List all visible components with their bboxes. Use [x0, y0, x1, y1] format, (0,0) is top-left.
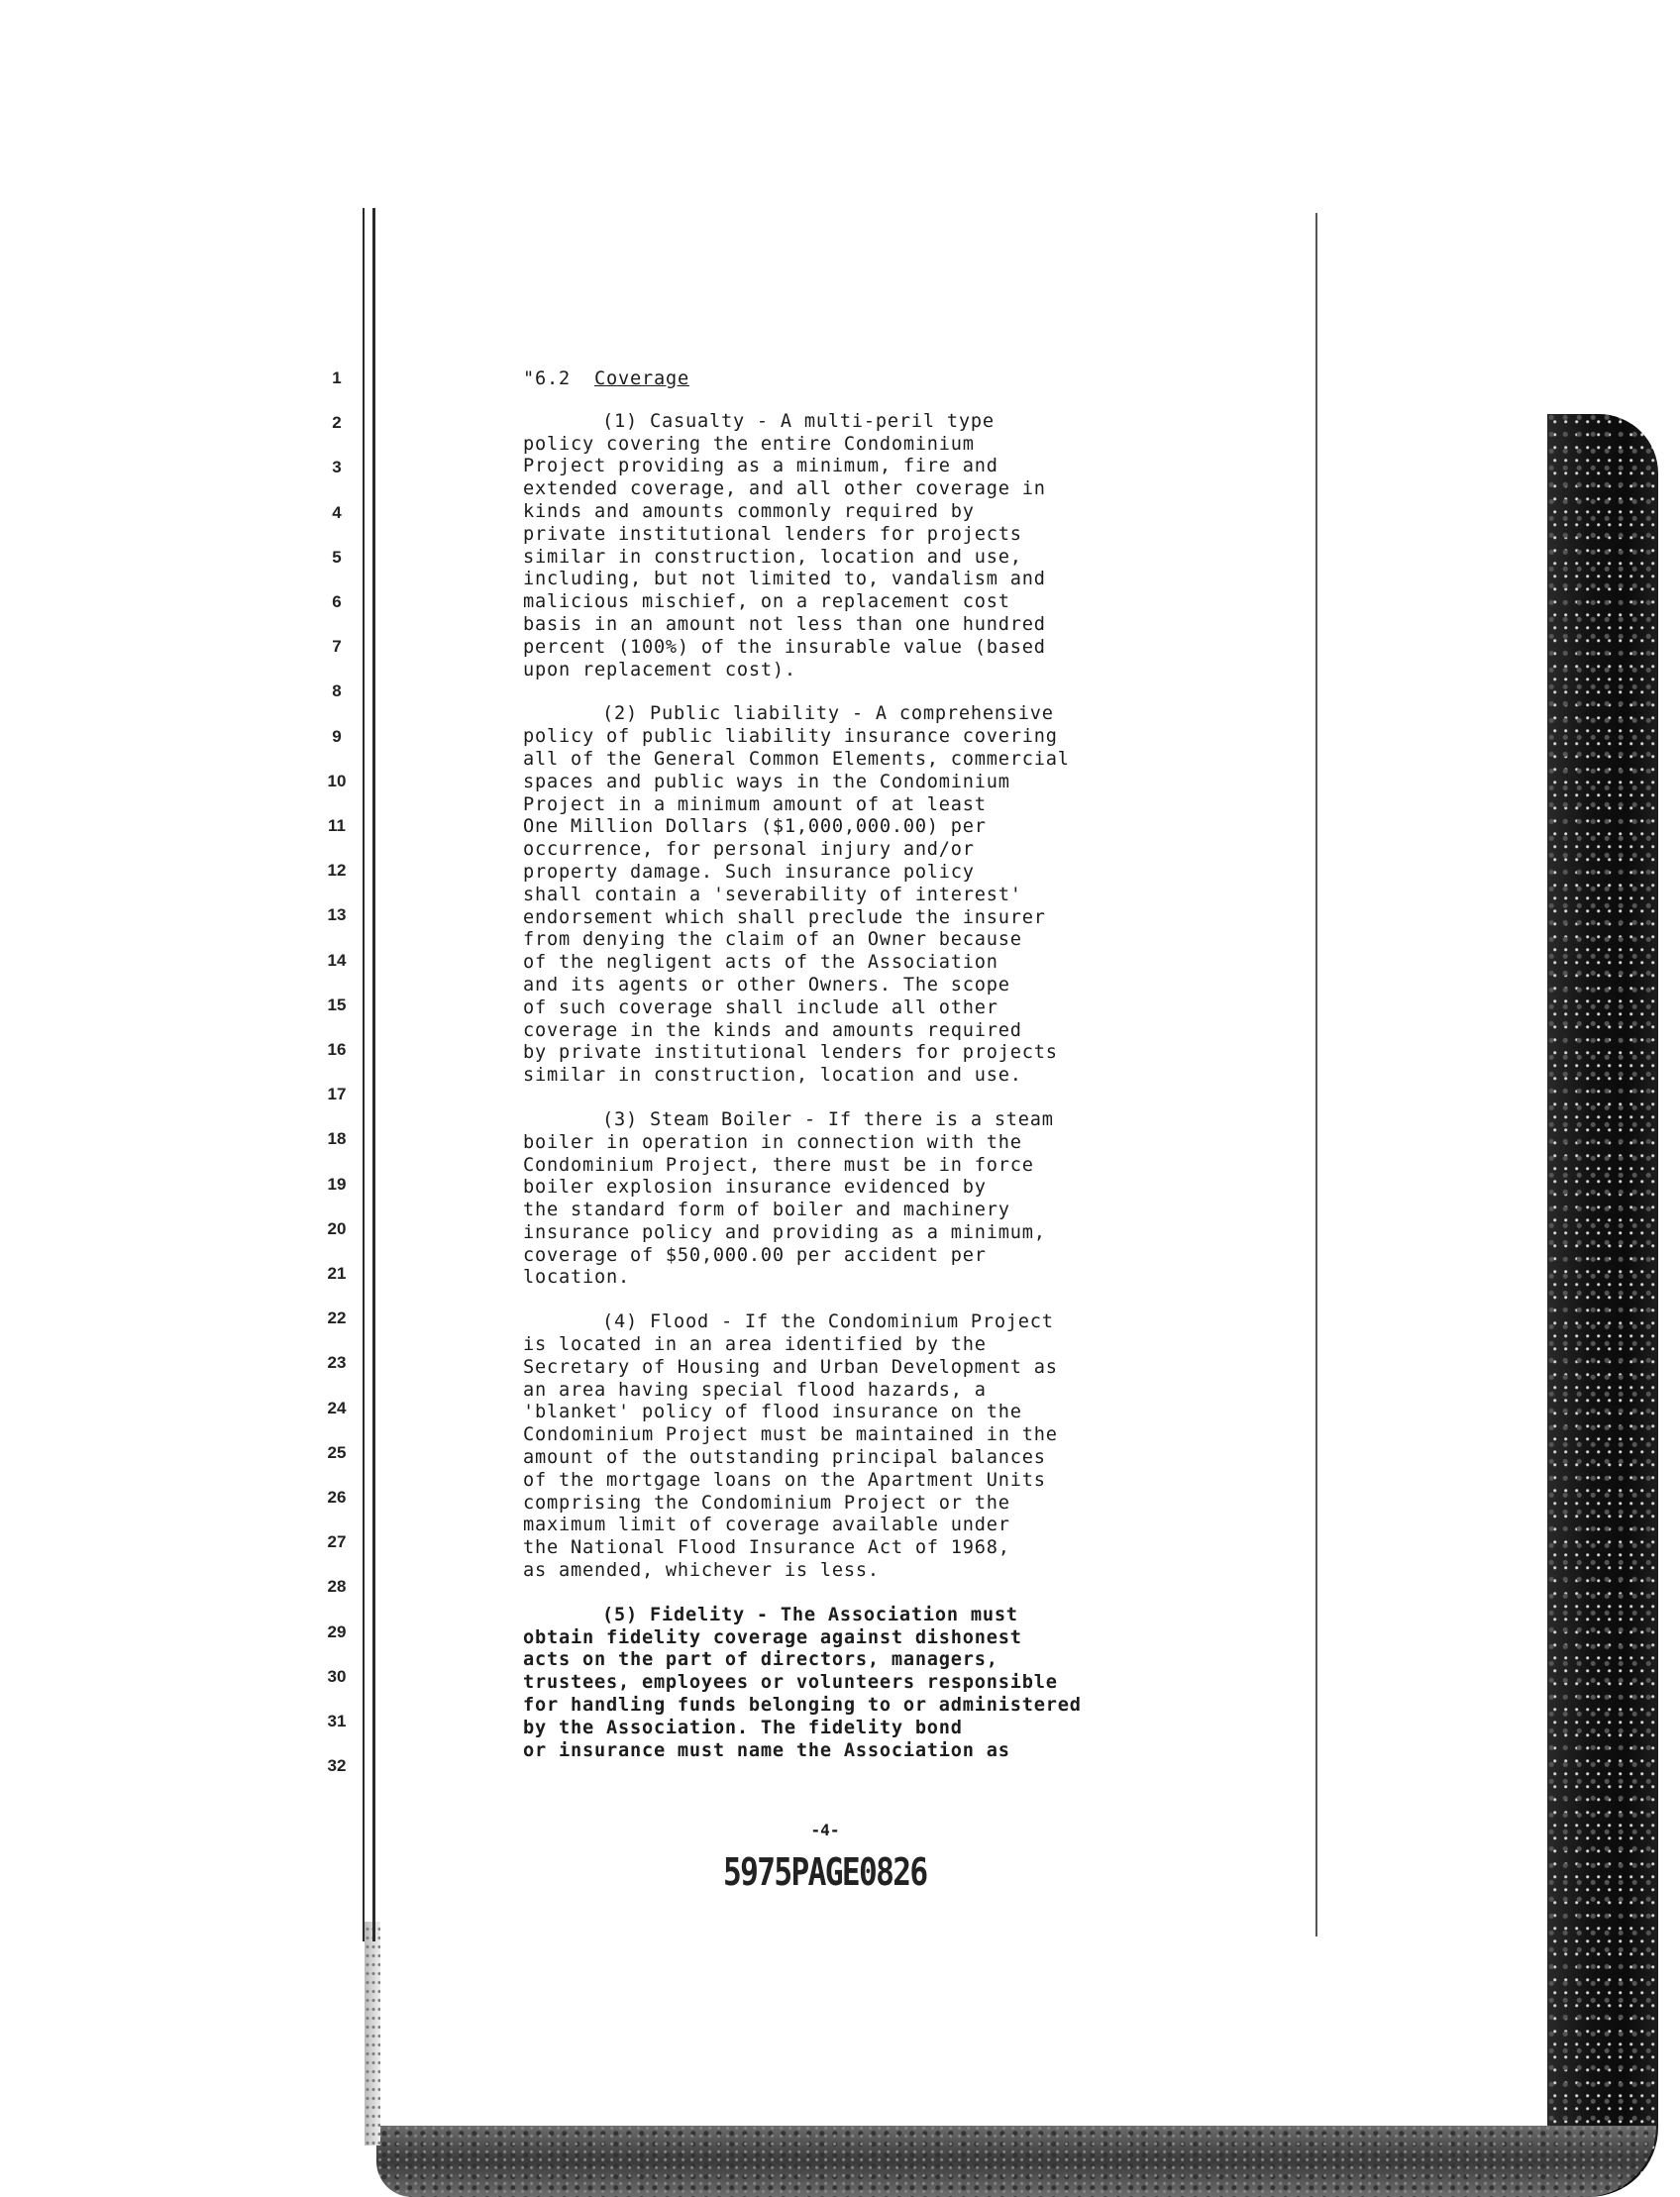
line-number: 28 [327, 1577, 347, 1597]
line-number: 9 [332, 726, 342, 746]
line-number: 24 [327, 1398, 347, 1417]
line-number: 19 [327, 1174, 347, 1194]
line-number: 26 [327, 1488, 347, 1507]
line-number: 5 [332, 547, 342, 567]
document-body [523, 368, 1216, 1784]
line-number: 4 [332, 502, 342, 522]
line-number: 18 [327, 1129, 347, 1149]
book-page-stamp: 5975PAGE0826 [723, 1850, 927, 1894]
margin-rule-left-outer [363, 208, 365, 1941]
line-number: 30 [327, 1666, 347, 1686]
line-number: 29 [327, 1622, 347, 1641]
margin-rule-left-inner [372, 208, 375, 1941]
line-number: 25 [327, 1442, 347, 1462]
line-number: 2 [332, 413, 342, 433]
scanner-edge-right [1547, 414, 1658, 2197]
line-number: 17 [327, 1085, 347, 1104]
line-number: 21 [327, 1264, 347, 1283]
scanner-edge-bottom [376, 2126, 1656, 2197]
line-number: 23 [327, 1353, 347, 1373]
line-number: 10 [327, 771, 347, 790]
paragraph-fidelity: (5) Fidelity - The Association must obtain fidelity coverage against dishonest acts on the part of directors, managers, trustees, employees or volunteers responsible for handling funds belonging to or administered by the Association. The fidelity bond or insurance must name the Association as [523, 1604, 1082, 1761]
line-number: 20 [327, 1218, 347, 1238]
line-number: 11 [328, 816, 346, 835]
page-number: -4- [810, 1821, 840, 1839]
section-number: "6.2 [523, 368, 571, 389]
line-number: 32 [327, 1756, 347, 1776]
line-number-column [317, 0, 357, 2187]
line-number: 6 [332, 592, 342, 611]
line-number: 3 [332, 458, 342, 477]
line-number: 13 [327, 905, 347, 925]
paragraph-public-liability: (2) Public liability - A comprehensive policy of public liability insurance covering all of the General Common Elements, commercial spaces and public ways in the Condominium Project in a minimum amount of at least One Million Dollars ($1,000,000.00) per occurrence, for personal injury and/or property damage. Such insurance policy shall contain a 'severability of interest' endorsement which shall preclude the insurer from denying the claim of an Owner because of the negligent acts of the Association and its agents or other Owners. The scope of such coverage shall include all other coverage in the kinds and amounts required by private institutional lenders for projects similar in construction, location and use. [523, 703, 1070, 1087]
section-heading [523, 368, 1216, 391]
line-number: 7 [332, 637, 342, 657]
paragraph-casualty: (1) Casualty - A multi-peril type policy covering the entire Condominium Project providing as a minimum, fire and extended coverage, and all other coverage in kinds and amounts commonly required by private institutional lenders for projects similar in construction, location and use, including, but not limited to, vandalism and malicious mischief, on a replacement cost basis in an amount not less than one hundred percent (100%) of the insurable value (based upon replacement cost). [523, 410, 1046, 680]
line-number: 31 [327, 1712, 347, 1730]
line-number: 15 [327, 994, 347, 1014]
margin-rule-right [1315, 213, 1317, 1936]
line-number: 27 [327, 1532, 347, 1552]
line-number: 8 [332, 681, 342, 701]
line-number: 12 [327, 861, 347, 881]
section-title: Coverage [593, 368, 689, 389]
paragraph-flood: (4) Flood - If the Condominium Project is located in an area identified by the Secretary of Housing and Urban Development as an area having special flood hazards, a 'blanket' policy of flood insurance on the Condominium Project must be maintained in the amount of the outstanding principal balances of the mortgage loans on the Apartment Units comprising the Condominium Project or the maximum limit of coverage available under the National Flood Insurance Act of 1968, as amended, whichever is less. [523, 1311, 1058, 1582]
line-number: 16 [327, 1040, 347, 1059]
line-number: 1 [332, 368, 342, 387]
paragraph-steam-boiler: (3) Steam Boiler - If there is a steam boiler in operation in connection with the Condominium Project, there must be in force boiler explosion insurance evidenced by the standard form of boiler and machinery insurance policy and providing as a minimum, coverage of $50,000.00 per accident per location. [523, 1108, 1054, 1289]
line-number: 14 [327, 950, 347, 970]
line-number: 22 [327, 1308, 347, 1328]
